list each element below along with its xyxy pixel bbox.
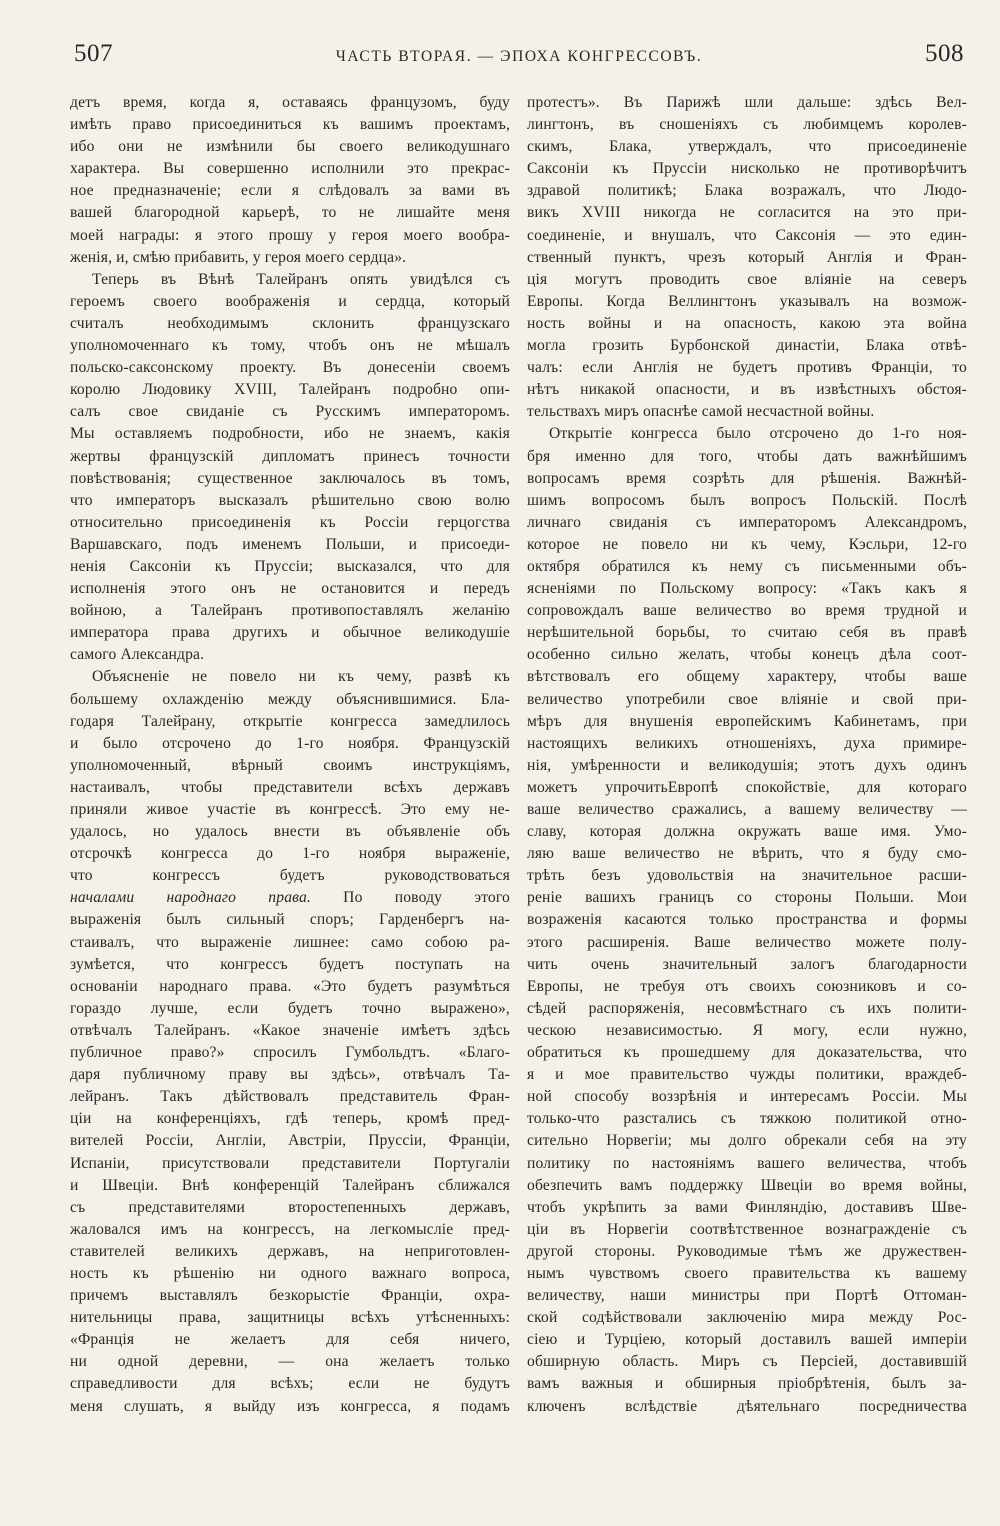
text-line: настаивалъ, чтобы представители всѣхъ державъ	[70, 778, 510, 796]
text-line: тельствахъ миръ опаснѣе самой несчастной войны.	[527, 403, 875, 421]
text-line: нерѣшительной борьбы, то считаю себя въ правѣ	[527, 624, 967, 642]
text-line: салъ свое свиданіе съ Русскимъ императоромъ.	[70, 403, 510, 421]
text-line: особенно сильно желать, чтобы конецъ дѣла соот-	[527, 646, 967, 664]
text-line: стаивалъ, что выраженіе лишнее: само собою ра-	[70, 933, 510, 951]
line-remainder: По поводу этого	[310, 889, 510, 907]
text-line: польско-саксонскому проекту. Въ донесеніи своемъ	[70, 359, 510, 377]
text-line: большему охлажденію между объяснившимися. Бла-	[70, 690, 510, 708]
text-line: что конгрессъ будетъ руководствоваться	[70, 867, 510, 885]
text-line: выраженія былъ сильный споръ; Гарденбергъ на-	[70, 911, 510, 929]
italic-phrase: началами народнаго права.	[70, 889, 311, 907]
text-line: считалъ необходимымъ склонить французскаго	[70, 314, 510, 332]
text-line: уполномоченнаго къ тому, чтобъ онъ не мѣшалъ	[70, 337, 510, 355]
text-line: причемъ выставлялъ безкорыстіе Франціи, охра-	[70, 1287, 510, 1305]
text-line: возраженія касаются только пространства и формы	[527, 911, 967, 929]
text-line: отсрочкѣ конгресса до 1-го ноября выраженіе,	[70, 845, 510, 863]
text-line: мѣръ для внушенія европейскимъ Кабинетамъ, при	[527, 712, 967, 730]
text-line: жертвы французскій дипломатъ принесъ точности	[70, 447, 510, 465]
text-line: вопросамъ время созрѣть для рѣшенія. Важнѣй-	[527, 469, 967, 487]
text-line: здравой политикѣ; Блака возражалъ, что Людо-	[527, 182, 967, 200]
text-line: женія, и, смѣю прибавить, у героя моего сердца».	[70, 248, 407, 266]
text-line: годаря Талейрану, открытіе конгресса замедлилось	[70, 712, 510, 730]
text-line: ность къ рѣшенію ни одного важнаго вопроса,	[70, 1264, 510, 1282]
text-line: и было отсрочено до 1-го ноября. Французскій	[70, 734, 510, 752]
text-line: соединеніе, и внушалъ, что Саксонія — это един-	[527, 226, 967, 244]
text-line: Мы оставляемъ подробности, ибо не знаемъ, какія	[70, 425, 510, 443]
text-line: Испаніи, присутствовали представители Португаліи	[70, 1154, 510, 1172]
text-line: нымъ чувствомъ своего правительства къ вашему	[527, 1264, 967, 1282]
text-line: ное предназначеніе; если я слѣдовалъ за вами въ	[70, 182, 510, 200]
text-line: чалъ: если Англія не будетъ противъ Франціи, то	[527, 359, 967, 377]
text-line: Открытіе конгресса было отсрочено до 1-го ноя-	[549, 425, 967, 443]
text-line: можетъ упрочитьЕвропѣ спокойствіе, для котораго	[527, 778, 967, 796]
text-line: меня слушать, я выйду изъ конгресса, я подамъ	[70, 1397, 510, 1415]
text-line: ясненіями по Польскому вопросу: «Такъ какъ я	[527, 580, 967, 598]
text-line: ставителей великихъ державъ, на неприготовлен-	[70, 1242, 510, 1260]
text-line: имѣть право присоединиться къ вашимъ проектамъ,	[70, 116, 510, 134]
text-line: викъ XVIII никогда не согласится на это при-	[527, 204, 967, 222]
text-line: сительно Норвегіи; мы долго обрекали себя на эту	[527, 1132, 967, 1150]
text-line: ваше величество сражались, а вашему величеству —	[527, 801, 967, 818]
text-line: зумѣется, что конгрессъ будетъ поступать на	[70, 955, 510, 973]
text-line: этого расширенія. Ваше величество можете полу-	[527, 933, 967, 951]
text-line: я и мое правительство чужды политики, враждеб-	[527, 1066, 967, 1084]
text-line: нѣтъ никакой опасности, и въ извѣстныхъ обстоя-	[527, 381, 967, 399]
text-line: октября обратился къ нему съ письменными объ-	[527, 557, 967, 575]
text-line: славу, которая должна окружать ваше имя. Умо-	[527, 823, 967, 841]
text-line: героемъ своего воображенія и сердца, который	[70, 292, 510, 310]
text-line: императора права другихъ и обычное великодушіе	[70, 624, 510, 642]
text-line: войною, а Талейранъ противопоставлялъ желанію	[70, 602, 510, 620]
text-line: обратиться къ прошедшему для доказательства, что	[527, 1044, 967, 1062]
text-line: повѣствованія; существенное заключалось въ томъ,	[70, 469, 510, 487]
text-line: сопровождалъ ваше величество во время трудной и	[527, 602, 967, 620]
text-line: ственный пунктъ, чрезъ который Англія и Фран-	[527, 248, 967, 266]
text-line: другой стороны. Руководимые тѣмъ же дружествен-	[527, 1242, 967, 1260]
text-line: ціи въ Норвегіи соотвѣтственное вознагражденіе съ	[527, 1220, 967, 1238]
text-line: исполненія этого онъ не остановится и передъ	[70, 580, 510, 598]
text-line: публичное право?» спросилъ Гумбольдтъ. «Благо-	[70, 1044, 510, 1062]
text-line: жаловался имъ на конгрессъ, на легкомысліе пред-	[70, 1220, 510, 1238]
text-line: величеству, наши министры при Портѣ Оттоман-	[527, 1287, 967, 1305]
text-line: трѣть безъ удовольствія на значительное расши-	[527, 867, 967, 885]
text-line: могла грозить Бурбонской династіи, Блака отвѣ-	[527, 337, 967, 355]
right-text-column	[527, 92, 967, 1418]
text-line: только-что разстались съ тяжкою политикой отно-	[527, 1110, 967, 1128]
text-line: относительно присоединенія къ Россіи герцогства	[70, 513, 510, 531]
text-line: детъ время, когда я, оставаясь французомъ, буду	[70, 94, 510, 111]
text-line: даря публичному праву вы здѣсь», отвѣчалъ Та-	[70, 1066, 510, 1084]
text-line: королю Людовику XVIII, Талейранъ подробно опи-	[70, 381, 510, 399]
text-line: политику по настояніямъ вашего величества, чтобъ	[527, 1154, 967, 1172]
page-header	[74, 40, 964, 80]
text-line: вашей благородной карьерѣ, то не лишайте меня	[70, 204, 510, 222]
text-line: Европы, не требуя отъ своихъ союзниковъ и со-	[527, 977, 967, 995]
running-title: ЧАСТЬ ВТОРАЯ. — ЭПОХА КОНГРЕССОВЪ.	[335, 48, 703, 65]
text-line: бря именно для того, чтобы дать важнѣйшимъ	[527, 447, 967, 465]
text-line: Европы. Когда Веллингтонъ указывалъ на возмож-	[527, 292, 967, 310]
text-line: скимъ, Блака, утверждалъ, что присоединеніе	[527, 138, 967, 156]
text-line: лингтонъ, въ сношеніяхъ съ любимцемъ королев-	[527, 116, 967, 134]
left-page-number: 507	[74, 40, 113, 67]
text-line: ція могутъ проводить свое вліяніе на северъ	[527, 270, 967, 288]
text-line: обширную область. Миръ съ Персіей, доставившій	[527, 1353, 967, 1371]
text-line: настоящихъ великихъ отношеніяхъ, духа примире-	[527, 734, 967, 752]
text-line: и Швеціи. Внѣ конференцій Талейранъ сближался	[70, 1176, 510, 1194]
text-line: основаніи народнаго права. «Это будетъ разумѣться	[70, 977, 510, 995]
text-line: ціи на конференціяхъ, гдѣ теперь, кромѣ пред-	[70, 1110, 510, 1128]
text-line: шимъ вопросомъ былъ вопросъ Польскій. Послѣ	[527, 491, 967, 509]
text-line: ибо они не измѣнили бы своего великодушнаго	[70, 138, 510, 156]
text-line: вѣтствовалъ его общему характеру, чтобы ваше	[527, 668, 967, 686]
text-line: съ представителями второстепенныхъ державъ,	[70, 1198, 510, 1216]
text-line: ненія Саксоніи къ Пруссіи; высказался, что для	[70, 557, 510, 575]
text-line: приняли живое участіе въ конгрессѣ. Это ему не-	[70, 801, 510, 818]
right-page-number: 508	[925, 40, 964, 67]
text-line: ность войны и на опасность, какою эта война	[527, 314, 967, 332]
text-line: гораздо лучше, если будетъ точно выражено»,	[70, 999, 510, 1017]
text-line: Объясненіе не повело ни къ чему, развѣ къ	[92, 668, 510, 686]
text-line: справедливости для всѣхъ; если не будутъ	[70, 1375, 510, 1393]
text-line: вителей Россіи, Англіи, Австріи, Пруссіи, Франціи,	[70, 1132, 510, 1150]
text-line: ни одной деревни, — она желаетъ только	[70, 1353, 510, 1371]
text-line: ческою независимостью. Я могу, если нужно,	[527, 1021, 967, 1039]
text-line: которое не повело ни къ чему, Кэсльри, 12-го	[527, 535, 967, 553]
text-line: вамъ важныя и обширныя пріобрѣтенія, былъ за-	[527, 1375, 967, 1393]
text-line: ключенъ вслѣдствіе дѣятельнаго посредничества	[527, 1397, 967, 1415]
text-line: моей награды: я этого прошу у героя моего вообра-	[70, 226, 510, 244]
text-line	[70, 887, 510, 909]
text-line: сіею и Турціею, который доставилъ вашей имперіи	[527, 1331, 967, 1349]
text-line: ляю ваше величество не вѣрить, что я буду смо-	[527, 845, 967, 863]
text-line: сѣдей распоряженія, несовмѣстнаго съ ихъ полити-	[527, 999, 967, 1017]
text-line: чить очень значительный залогъ благодарности	[527, 955, 967, 973]
text-line: ской содѣйствовали заключенію мира между Рос-	[527, 1309, 967, 1327]
text-line: «Франція не желаетъ для себя ничего,	[70, 1331, 510, 1349]
text-line: обезпечить вамъ поддержку Швеціи во время войны,	[527, 1176, 967, 1194]
text-line: самого Александра.	[70, 646, 205, 664]
text-line: лейранъ. Такъ дѣйствовалъ представитель Фран-	[70, 1088, 510, 1106]
text-line: уполномоченный, вѣрный своимъ инструкціямъ,	[70, 756, 510, 774]
text-line: нія, умѣренности и великодушія; этотъ духъ одинъ	[527, 756, 967, 774]
text-line: нительницы права, защитницы всѣхъ утѣсненныхъ:	[70, 1309, 510, 1327]
text-line: Саксоніи къ Пруссіи нисколько не противорѣчитъ	[527, 160, 967, 178]
text-line: личнаго свиданія съ императоромъ Александромъ,	[527, 513, 967, 531]
text-line: ной способу воззрѣнія и интересамъ Россіи. Мы	[527, 1088, 967, 1106]
text-line: протестъ». Въ Парижѣ шли дальше: здѣсь Вел-	[527, 94, 967, 111]
text-line: реніе вашихъ границъ со стороны Польши. Мои	[527, 889, 967, 907]
text-line: что императоръ высказалъ рѣшительно свою волю	[70, 491, 510, 509]
text-line: отвѣчалъ Талейранъ. «Какое значеніе имѣетъ здѣсь	[70, 1021, 510, 1039]
text-line: чтобъ укрѣпить за вами Финляндію, доставивъ Шве-	[527, 1198, 967, 1216]
text-line: удалось, но удалось внести въ объявленіе объ	[70, 823, 510, 841]
text-line: характера. Вы совершенно исполнили это прекрас-	[70, 160, 510, 178]
text-line: Теперь въ Вѣнѣ Талейранъ опять увидѣлся съ	[92, 270, 510, 288]
text-line: величество употребили свое вліяніе и свой при-	[527, 690, 967, 708]
text-line: Варшавскаго, подъ именемъ Польши, и присоеди-	[70, 535, 510, 553]
left-text-column	[70, 92, 510, 1418]
